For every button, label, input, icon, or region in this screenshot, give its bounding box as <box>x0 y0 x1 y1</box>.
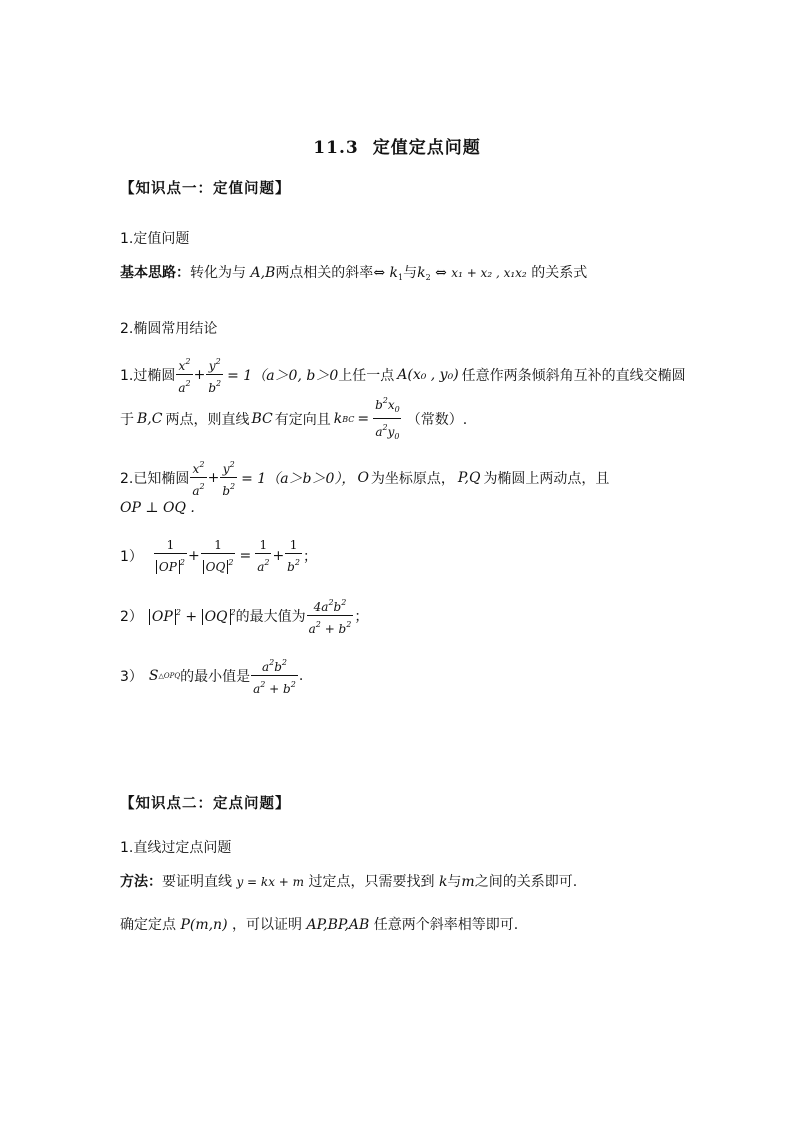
basic-iff1: ⇔ <box>373 265 386 281</box>
method-line <box>120 871 577 891</box>
section1-heading: 【知识点一：定值问题】 <box>120 180 291 197</box>
c1-bc2: BC <box>251 411 273 427</box>
c1-prefix: 1.过椭圆 <box>120 368 176 384</box>
title-number: 11.3 <box>313 138 359 158</box>
method-b: 过定点，只需要找到 <box>308 874 435 890</box>
c1-const: （常数）. <box>406 412 468 428</box>
basic-k1: k <box>389 265 398 281</box>
fix-lines: AP,BP,AB <box>306 917 370 933</box>
basic-ab: A,B <box>250 265 276 281</box>
c1-line2-b: 两点，则直线 <box>165 412 250 428</box>
item3-text: 的最小值是 <box>180 669 251 685</box>
basic-idea-line <box>120 262 587 282</box>
basic-label: 基本思路： <box>120 265 190 281</box>
c2-cond: = 1（a＞b＞0）， <box>241 471 356 487</box>
fraction-1-b2: $\frac{1}{b^2}$ <box>287 537 300 574</box>
section1-sub2: 2.椭圆常用结论 <box>120 321 218 337</box>
fix-b: ，可以证明 <box>232 917 302 933</box>
basic-tail: 的关系式 <box>531 265 588 281</box>
fraction-y2-b2-2: $\frac{y^2}{b^2}$ <box>222 459 236 498</box>
basic-text-b: 两点相关的斜率 <box>275 265 374 281</box>
c2-o: O <box>357 470 369 486</box>
item2-line: 2） OP $^2$ + OQ $^2$ 的最大值为 $\frac{4a^2b^2}{a^2 + b^2}$ ； <box>120 597 369 636</box>
fix-a: 确定定点 <box>120 917 176 933</box>
item3-s: S <box>148 668 159 684</box>
basic-text-a: 转化为与 <box>190 265 246 281</box>
item2-text: 的最大值为 <box>235 609 306 625</box>
basic-iff2: ⇔ <box>435 265 447 281</box>
method-eq: y = kx + m <box>236 875 305 889</box>
item1-line: 1） $\frac{1}{OP ^2}$ + $\frac{1}{OQ ^2}$ = $\frac{1}{a^2}$ + $\frac{1}{b^2}$ ； <box>120 537 317 574</box>
section2-sub1: 1.直线过定点问题 <box>120 840 232 856</box>
fixed-point-line <box>120 914 518 934</box>
fraction-y2-b2: $\frac{y^2}{b^2}$ <box>208 356 222 395</box>
fraction-max-value: $\frac{4a^2b^2}{a^2 + b^2}$ <box>308 597 352 636</box>
c1-line2-a: 于 <box>120 412 134 428</box>
fix-c: 任意两个斜率相等即可. <box>373 917 519 933</box>
c1-tail: 任意作两条倾斜角互补的直线交椭圆 <box>461 368 686 384</box>
fraction-slope-bc: $\frac{b^2x_0}{a^2y_0}$ <box>373 394 402 444</box>
c1-point: A(x₀ , y₀) <box>397 367 459 383</box>
item3-sub: △OPQ <box>158 672 181 680</box>
c1-line2-c: 有定向且 <box>274 412 331 428</box>
c2-line2: OP ⊥ OQ . <box>120 500 195 516</box>
basic-k2-sub: 2 <box>425 273 431 282</box>
conclusion1-line1: 1.过椭圆 $\frac{x^2}{a^2}$ + $\frac{y^2}{b^2}$ = 1（a＞0, b＞0 上任一点 A(x₀ , y₀) 任意作两条倾斜角互补的直线交椭圆 <box>120 356 686 395</box>
basic-sum: x₁ + x₂ , x₁x₂ <box>451 266 527 280</box>
c2-mid: 为坐标原点， <box>370 471 455 487</box>
c1-eq: = <box>357 411 370 427</box>
item3-label: 3） <box>120 669 143 685</box>
method-d: 之间的关系即可. <box>474 874 578 890</box>
basic-k1-sub: 1 <box>397 273 404 282</box>
c1-bc: B,C <box>137 411 163 427</box>
section2-heading: 【知识点二：定点问题】 <box>120 795 291 812</box>
basic-yu: 与 <box>403 265 418 281</box>
fraction-1-op2: $\frac{1}{OP ^2}$ <box>154 538 187 575</box>
method-a: 要证明直线 <box>162 874 232 890</box>
item2-label: 2） <box>120 609 143 625</box>
fraction-min-value: $\frac{a^2b^2}{a^2 + b^2}$ <box>253 657 296 696</box>
basic-k2: k <box>417 265 426 281</box>
c2-pq: P,Q <box>457 470 481 486</box>
method-k: k <box>438 874 448 890</box>
c2-prefix: 2.已知椭圆 <box>120 471 190 487</box>
fraction-x2-a2-2: $\frac{x^2}{a^2}$ <box>192 459 205 498</box>
item3-line: 3） S △OPQ 的最小值是 $\frac{a^2b^2}{a^2 + b^2}$ . <box>120 657 304 696</box>
title-text: 定值定点问题 <box>372 138 481 158</box>
item1-label: 1） <box>120 549 143 565</box>
fraction-1-a2: $\frac{1}{a^2}$ <box>257 537 270 574</box>
c1-cond: = 1（a＞0, b＞0 <box>227 368 339 384</box>
c1-kbc-sub: BC <box>342 414 355 424</box>
conclusion1-line2 <box>120 397 467 441</box>
c1-kbc: k <box>333 411 343 427</box>
fraction-1-oq2: $\frac{1}{OQ ^2}$ <box>201 538 236 575</box>
fraction-x2-a2: $\frac{x^2}{a^2}$ <box>178 356 191 395</box>
method-c: 与 <box>447 874 462 890</box>
fix-p: P(m,n) <box>180 917 228 933</box>
conclusion2-line1: 2.已知椭圆 $\frac{x^2}{a^2}$ + $\frac{y^2}{b^2}$ = 1（a＞b＞0）， O 为坐标原点， P,Q 为椭圆上两动点，且 <box>120 459 610 498</box>
method-m: m <box>461 874 475 890</box>
c2-tail: 为椭圆上两动点，且 <box>483 471 610 487</box>
method-label: 方法： <box>120 874 162 890</box>
c1-mid: 上任一点 <box>338 368 395 384</box>
section1-sub1: 1.定值问题 <box>120 231 190 247</box>
page-title <box>0 133 794 158</box>
